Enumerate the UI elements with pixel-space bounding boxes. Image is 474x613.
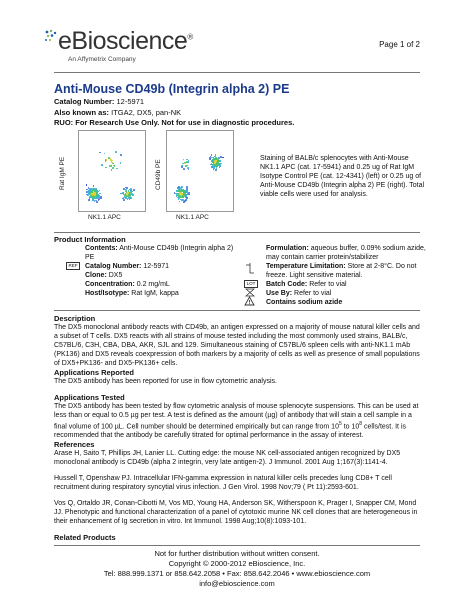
- cell-event-dot: [182, 163, 184, 165]
- applications-reported-text: The DX5 antibody has been reported for use in flow cytometric analysis.: [54, 378, 277, 385]
- description-heading: Description: [54, 314, 96, 323]
- footer-email[interactable]: info@ebioscience.com: [199, 579, 275, 588]
- cell-event-dot: [94, 194, 96, 196]
- cell-event-dot: [211, 154, 213, 156]
- cell-event-dot: [128, 194, 130, 196]
- cell-event-dot: [106, 159, 108, 161]
- cell-event-dot: [180, 189, 182, 191]
- logo-subtitle: An Affymetrix Company: [68, 56, 136, 63]
- batch-code-value: Refer to vial: [309, 281, 347, 288]
- sodium-azide-warning: Contains sodium azide: [266, 299, 343, 306]
- formulation-value: aqueous buffer, 0.09% sodium azide, may contain carrier protein/stabilizer: [266, 245, 426, 261]
- cell-event-dot: [218, 163, 220, 165]
- cell-event-dot: [185, 199, 187, 201]
- logo-dots-icon: [44, 29, 58, 43]
- cell-event-dot: [130, 190, 132, 192]
- footer: [0, 549, 474, 589]
- divider-description: [54, 310, 420, 311]
- cell-event-dot: [114, 165, 116, 167]
- product-info-left: Contents: Anti-Mouse CD49b (Integrin alpha 2) PE Catalog Number: 12-5971 Clone: DX5 Concentration: 0.2 mg/mL Host/Isotype: Rat IgM, kappa: [85, 245, 234, 297]
- logo-text: eBioscience®: [58, 27, 193, 55]
- cell-event-dot: [96, 191, 98, 193]
- cell-event-dot: [187, 197, 189, 199]
- description-text: The DX5 monoclonal antibody reacts with CD49b, an antigen expressed on a majority of mouse natural killer cells and a subset of T cells. DX5 reacts with all strains of mouse tested including the most commonly used strains, BALB/c, C57BL/6, C3H, CBA, DBA, AKR, SJL and 129. Simultaneous staining of C57BL/6 spleen cells with anti-NK1.1 mAb (PK136) and DX5 reveals coexpression of both markers by a majority of cells as well as presence of small populations of DX5+PK136- and DX5-PK136+ cells.: [54, 324, 420, 367]
- cell-event-dot: [183, 159, 185, 161]
- ruo-notice: RUO: For Research Use Only. Not for use in diagnostic procedures.: [54, 118, 295, 127]
- catalog-value: 12-5971: [116, 97, 145, 106]
- temperature-value: Store at 2-8°C. Do not freeze. Light sensitive material.: [266, 263, 417, 279]
- references-heading: References: [54, 440, 95, 449]
- cell-event-dot: [123, 199, 125, 201]
- cell-event-dot: [176, 194, 178, 196]
- cell-event-dot: [101, 165, 103, 167]
- product-meta: [54, 97, 294, 129]
- cell-event-dot: [219, 165, 221, 167]
- cell-event-dot: [133, 189, 135, 191]
- related-products-heading: Related Products: [54, 533, 116, 542]
- cell-event-dot: [86, 184, 88, 186]
- cell-event-dot: [104, 153, 106, 155]
- cell-event-dot: [92, 197, 94, 199]
- cell-event-dot: [218, 157, 220, 159]
- footer-distribution: Not for further distribution without written consent.: [154, 549, 320, 558]
- right-plot-xlabel: NK1.1 APC: [176, 214, 209, 221]
- catalog-label: Catalog Number:: [54, 97, 115, 106]
- reference-item: Vos Q, Ortaldo JR, Conan-Cibotti M, Vos MD, Young HA, Anderson SK, Witherspoon K, Prager I, Snapper CM, Mond JJ. Phenotypic and functional characterization of a panel of cytotoxic murine NK cell clones that are heterogeneous in their enhancement of Ig secretion in vitro. Int Immunol. 1998 Aug;10(8):1093-101.: [54, 500, 418, 525]
- cell-event-dot: [90, 196, 92, 198]
- cell-event-dot: [215, 169, 217, 171]
- cell-event-dot: [124, 196, 126, 198]
- cell-event-dot: [110, 159, 112, 161]
- left-plot-ylabel: Rat IgM PE: [59, 156, 66, 190]
- divider-product-info: [54, 232, 420, 233]
- cell-event-dot: [188, 169, 190, 171]
- cell-event-dot: [96, 201, 98, 203]
- header-divider: [54, 72, 420, 73]
- cell-event-dot: [185, 195, 187, 197]
- cell-event-dot: [98, 195, 100, 197]
- cell-event-dot: [186, 188, 188, 190]
- product-info-heading: Product Information: [54, 235, 126, 244]
- cell-event-dot: [187, 161, 189, 163]
- applications-reported-heading: Applications Reported: [54, 368, 135, 377]
- contents-value: Anti-Mouse CD49b (Integrin alpha 2) PE: [85, 245, 234, 261]
- cell-event-dot: [183, 201, 185, 203]
- reference-item: Arase H, Saito T, Phillips JH, Lanier LL. Cutting edge: the mouse NK cell-associated antigen recognized by DX5 monoclonal antibody is CD49b (alpha 2 integrin, very late antigen-2). J Immunol. 2001 Aug 1;167(3):1141-4.: [54, 450, 401, 466]
- cell-event-dot: [120, 193, 122, 195]
- cell-event-dot: [88, 190, 90, 192]
- info-catalog-value: 12-5971: [143, 263, 170, 270]
- cell-event-dot: [120, 162, 122, 164]
- cell-event-dot: [115, 151, 117, 153]
- footer-divider: [54, 545, 420, 546]
- cell-event-dot: [211, 160, 213, 162]
- thermometer-icon: [245, 262, 255, 276]
- cell-event-dot: [109, 165, 111, 167]
- cell-event-dot: [216, 167, 218, 169]
- product-info-right: Formulation: aqueous buffer, 0.09% sodium azide, may contain carrier protein/stabilizer Temperature Limitation: Store at 2-8°C. Do not freeze. Light sensitive material. Batch Code: Refer to vial Use By: Refer to vial Contains sodium azide: [266, 245, 426, 306]
- clone-value: DX5: [108, 272, 123, 279]
- cell-event-dot: [183, 168, 185, 170]
- aka-label: Also known as:: [54, 107, 110, 117]
- cell-event-dot: [116, 168, 118, 170]
- cell-event-dot: [184, 191, 186, 193]
- cell-event-dot: [182, 199, 184, 201]
- right-plot-ylabel: CD49b PE: [155, 159, 162, 190]
- cell-event-dot: [180, 196, 182, 198]
- cell-event-dot: [99, 152, 101, 154]
- cell-event-dot: [219, 163, 221, 165]
- host-isotype-value: Rat IgM, kappa: [131, 290, 179, 297]
- cell-event-dot: [214, 162, 216, 164]
- product-title: Anti-Mouse CD49b (Integrin alpha 2) PE: [54, 82, 290, 96]
- reference-item: Hussell T, Openshaw PJ. Intracellular IFN-gamma expression in natural killer cells precedes lung CD8+ T cell recruitment during respiratory syncytial virus infection. J Gen Virol. 1998 Nov;79 ( Pt 11):2593-601.: [54, 475, 392, 491]
- applications-tested-heading: Applications Tested: [54, 393, 125, 402]
- cell-event-dot: [99, 190, 101, 192]
- cell-event-dot: [222, 157, 224, 159]
- lot-icon: LOT: [244, 280, 258, 288]
- cell-event-dot: [212, 166, 214, 168]
- warning-icon: [244, 296, 255, 306]
- aka-value: ITGA2, DX5, pan-NK: [111, 107, 182, 117]
- footer-contact: Tel: 888.999.1371 or 858.642.2058 • Fax: 858.642.2046 • www.ebioscience.com: [103, 569, 371, 578]
- ref-icon: REF: [66, 262, 80, 270]
- concentration-value: 0.2 mg/mL: [136, 281, 170, 288]
- cell-event-dot: [179, 201, 181, 203]
- cell-event-dot: [100, 197, 102, 199]
- page-number: Page 1 of 2: [379, 40, 420, 49]
- cell-event-dot: [112, 167, 114, 169]
- use-by-value: Refer to vial: [294, 290, 332, 297]
- cell-event-dot: [182, 189, 184, 191]
- footer-copyright: Copyright © 2000-2012 eBioscience, Inc.: [168, 559, 306, 568]
- cell-event-dot: [188, 193, 190, 195]
- cell-event-dot: [131, 194, 133, 196]
- flow-plot-left-area: [78, 130, 146, 212]
- cell-event-dot: [127, 192, 129, 194]
- cell-event-dot: [220, 160, 222, 162]
- flow-plot-right-area: [166, 130, 234, 212]
- left-plot-xlabel: NK1.1 APC: [88, 214, 121, 221]
- cell-event-dot: [98, 198, 100, 200]
- applications-tested-text: The DX5 antibody has been tested by flow cytometric analysis of mouse splenocyte suspensions. This can be used at less than or equal to 0.5 µg per test. A test is defined as the amount (µg) of antibody that will stain a cell sample in a final volume of 100 µL. Cell number should be determined empirically but can range from $10^5$ to $10^8$ cells/test. It is recommended that the antibody be carefully titrated for optimal performance in the assay of interest.: [54, 403, 419, 440]
- cell-event-dot: [120, 154, 122, 156]
- figure-caption: Staining of BALB/c splenocytes with Anti-Mouse NK1.1 APC (cat. 17-5941) and 0.25 ug of Rat IgM Isotype Control PE (cat. 12-4341) (left) or 0.25 ug of Anti-Mouse CD49b (Integrin alpha 2) PE (right). Total viable cells were used for analysis.: [260, 155, 425, 198]
- cell-event-dot: [188, 192, 190, 194]
- cell-event-dot: [211, 163, 213, 165]
- cell-event-dot: [111, 169, 113, 171]
- cell-event-dot: [105, 167, 107, 169]
- cell-event-dot: [178, 186, 180, 188]
- cell-event-dot: [89, 198, 91, 200]
- cell-event-dot: [112, 163, 114, 165]
- cell-event-dot: [88, 187, 90, 189]
